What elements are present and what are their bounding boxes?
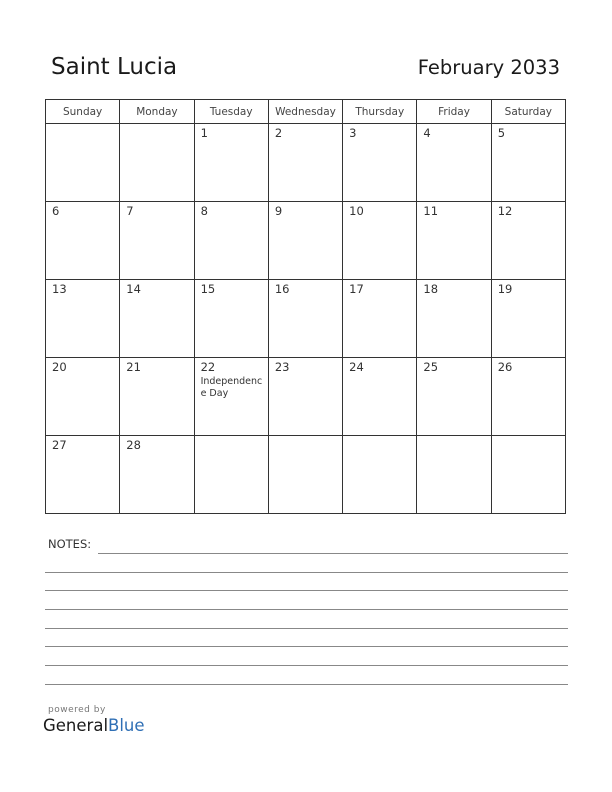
day-number: 19 [497, 282, 513, 296]
calendar-day-cell [268, 124, 342, 202]
notes-line [45, 609, 568, 610]
weekday-sunday: Sunday [46, 100, 120, 124]
calendar-day-cell [194, 358, 268, 436]
weekday-wednesday: Wednesday [268, 100, 342, 124]
calendar-day-cell [120, 280, 194, 358]
calendar-week-row [46, 358, 566, 436]
day-number: 11 [423, 204, 439, 218]
calendar-week-row [46, 202, 566, 280]
calendar-day-cell [491, 280, 565, 358]
day-number: 23 [274, 360, 290, 374]
calendar-day-cell [268, 202, 342, 280]
day-number: 18 [423, 282, 439, 296]
calendar-day-cell [491, 436, 565, 514]
weekday-saturday: Saturday [491, 100, 565, 124]
calendar-day-cell [343, 280, 417, 358]
calendar-day-cell [268, 358, 342, 436]
holiday-label: Independence Day [200, 376, 263, 399]
day-number: 6 [52, 204, 60, 218]
weekday-tuesday: Tuesday [194, 100, 268, 124]
calendar-day-cell [194, 436, 268, 514]
calendar-grid [45, 99, 566, 514]
calendar-day-cell [268, 436, 342, 514]
calendar-day-cell [194, 202, 268, 280]
notes-line [45, 646, 568, 647]
calendar-weeks [46, 124, 566, 514]
calendar-day-cell [417, 436, 491, 514]
day-number [46, 124, 119, 126]
calendar-day-cell [46, 280, 120, 358]
calendar-day-cell [120, 358, 194, 436]
day-number: 5 [497, 126, 506, 140]
day-number: 12 [497, 204, 513, 218]
calendar-day-cell [491, 358, 565, 436]
weekday-header-row [46, 100, 566, 124]
calendar-week-row [46, 436, 566, 514]
generalblue-logo [43, 716, 145, 735]
day-number: 22 [200, 360, 216, 374]
calendar-day-cell [417, 124, 491, 202]
calendar-day-cell [120, 436, 194, 514]
notes-line [45, 684, 568, 685]
notes-line [45, 590, 568, 591]
country-title: Saint Lucia [51, 54, 178, 80]
day-number: 3 [349, 126, 357, 140]
calendar-day-cell [46, 436, 120, 514]
notes-line [45, 665, 568, 666]
day-number: 21 [126, 360, 141, 374]
day-number: 14 [126, 282, 141, 296]
calendar-day-cell [491, 124, 565, 202]
day-number [120, 124, 193, 126]
calendar-day-cell [194, 280, 268, 358]
calendar-day-cell [491, 202, 565, 280]
notes-label: NOTES: [48, 537, 92, 551]
calendar-day-cell [120, 202, 194, 280]
day-number: 10 [349, 204, 364, 218]
weekday-thursday: Thursday [343, 100, 417, 124]
calendar-day-cell [194, 124, 268, 202]
day-number: 15 [200, 282, 216, 296]
calendar-day-cell [417, 280, 491, 358]
month-title: February 2033 [417, 56, 560, 79]
day-number: 9 [274, 204, 283, 218]
day-number [343, 436, 416, 438]
calendar-day-cell [343, 358, 417, 436]
day-number [195, 436, 268, 438]
day-number: 2 [274, 126, 283, 140]
calendar-day-cell [120, 124, 194, 202]
calendar-day-cell [343, 124, 417, 202]
day-number: 4 [423, 126, 431, 140]
calendar-day-cell [46, 124, 120, 202]
notes-line [45, 628, 568, 629]
day-number: 1 [200, 126, 208, 140]
calendar-week-row [46, 124, 566, 202]
notes-line [98, 553, 568, 554]
day-number: 26 [497, 360, 513, 374]
weekday-monday: Monday [120, 100, 194, 124]
day-number: 7 [126, 204, 134, 218]
day-number [269, 436, 342, 438]
day-number: 17 [349, 282, 364, 296]
powered-by-text: powered by [48, 705, 106, 715]
day-number: 20 [52, 360, 67, 374]
notes-line [45, 572, 568, 573]
day-number: 24 [349, 360, 364, 374]
day-number: 16 [274, 282, 290, 296]
day-number: 27 [52, 438, 67, 452]
day-number [417, 436, 490, 438]
weekday-friday: Friday [417, 100, 491, 124]
day-number: 28 [126, 438, 141, 452]
logo-blue-text: Blue [108, 716, 145, 735]
calendar-day-cell [46, 358, 120, 436]
calendar-day-cell [417, 202, 491, 280]
calendar-day-cell [343, 202, 417, 280]
day-number [492, 436, 565, 438]
day-number: 8 [200, 204, 208, 218]
calendar-day-cell [343, 436, 417, 514]
calendar-day-cell [46, 202, 120, 280]
calendar-week-row [46, 280, 566, 358]
logo-general-text: General [43, 716, 109, 735]
day-number: 25 [423, 360, 439, 374]
calendar-day-cell [268, 280, 342, 358]
day-number: 13 [52, 282, 67, 296]
calendar-day-cell [417, 358, 491, 436]
